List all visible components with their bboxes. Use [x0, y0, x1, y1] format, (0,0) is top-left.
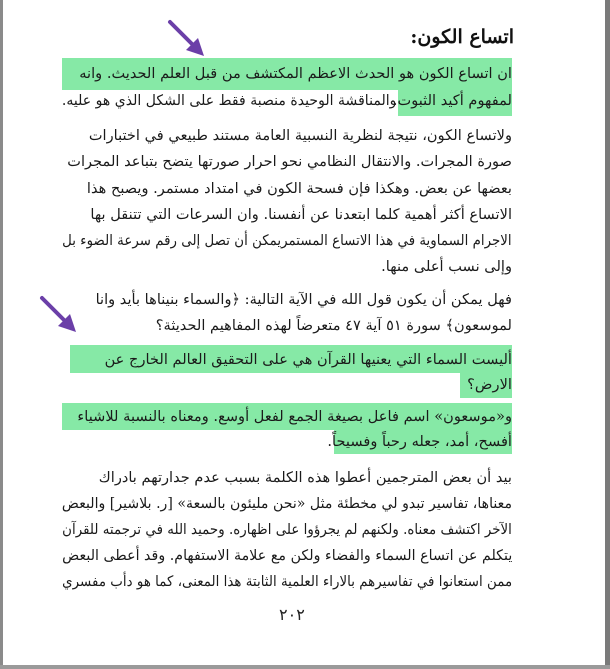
page-border-bottom [0, 665, 610, 669]
annotation-arrow-icon [166, 18, 208, 60]
section-heading: اتساع الكون: [410, 26, 514, 48]
text-line: ان اتساع الكون هو الحدث الاعظم المكتشف من قبل العلم الحديث. وانه [79, 65, 512, 82]
page-border-left [0, 0, 3, 669]
text-line: معناها، تفاسير تبدو لي مخطئة مثل «نحن مليئون بالسعة» [ر. بلاشير] والبعض [61, 495, 512, 512]
text-line: صورة المجرات. والانتقال النظامي نحو احرار صورتها يتضح بتباعد المجرات [67, 153, 512, 170]
text-line: ممن استعانوا في تفاسيرهم بالاراء العلمية الثابتة هذا المعنى، كما هو دأب مفسري [61, 573, 512, 590]
text-line: الارض؟ [467, 376, 512, 393]
text-line: أليست السماء التي يعنيها القرآن هي على التحقيق العالم الخارج عن [104, 351, 512, 368]
text-line: يتكلم عن اتساع السماء والفضاء ولكن مع علامة الاستفهام. وقد أعطى البعض [61, 547, 512, 564]
text-line: الاجرام السماوية في هذا الاتساع المستمريمكن أن تصل إلى رقم سرعة الضوء بل [62, 232, 512, 249]
annotation-arrow-icon [38, 294, 80, 336]
text-line: الآخر اكتشف معناه. ولكنهم لم يجرؤوا على اظهاره. وحميد الله في ترجمته للقرآن [62, 521, 512, 538]
text-line: الاتساع أكثر أهمية كلما ابتعدنا عن أنفسنا. وان السرعات التي تتنقل بها [90, 206, 512, 223]
text-line: أفسح، أمد، جعله رحباً وفسيحاً. [327, 433, 512, 450]
text-line: وإلى نسب أعلى منها. [381, 258, 512, 275]
text-line: بيد أن بعض المترجمين أعطوا هذه الكلمة بسبب عدم جدارتهم بادراك [98, 469, 512, 486]
text-line: فهل يمكن أن يكون قول الله في الآية التالية: ﴿والسماء بنيناها بأيد وانا [95, 291, 512, 308]
text-line: لموسعون﴾ سورة ٥١ آية ٤٧ متعرضاً لهذه المفاهيم الحديثة؟ [155, 317, 512, 334]
text-line: والمناقشة الوحيدة منصبة فقط على الشكل الذي هو عليه. [61, 92, 396, 109]
text-line: ولاتساع الكون، نتيجة لنظرية النسبية العامة مستند طبيعي في اختبارات [88, 127, 512, 144]
text-line: لمفهوم أكيد الثبوت. [392, 92, 512, 109]
page-number: ٢٠٢ [279, 605, 305, 624]
page-border-right [605, 0, 610, 669]
text-line: و«موسعون» اسم فاعل بصيغة الجمع لفعل أوسع. ومعناه بالنسبة للاشياء [77, 408, 512, 425]
text-line: بعضها عن بعض. وهكذا فإن فسحة الكون في امتداد مستمر. ويصبح هذا [86, 180, 512, 197]
